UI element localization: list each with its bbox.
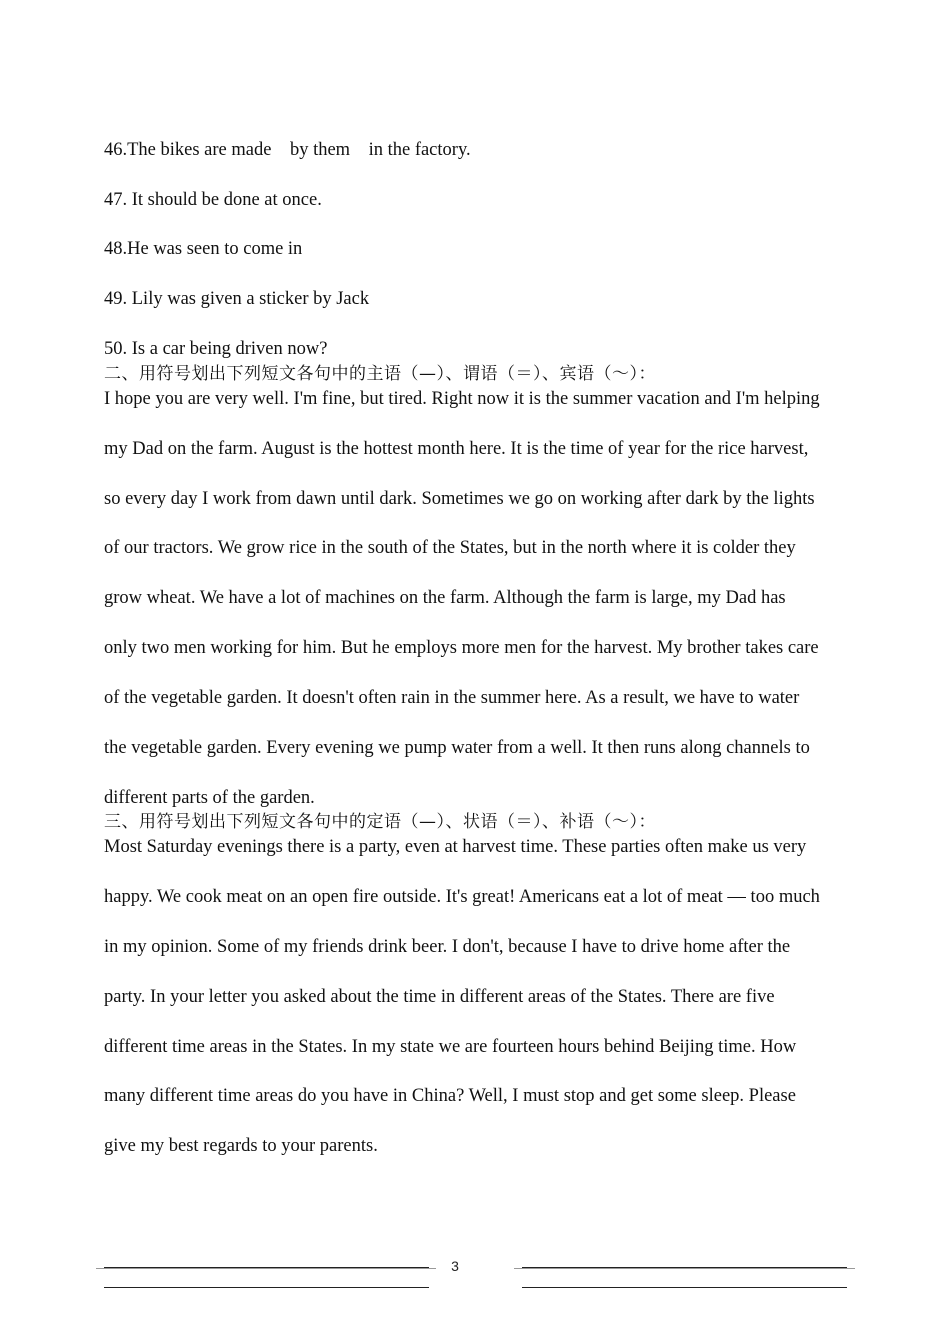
section-3-line-6: many different time areas do you have in China? Well, I must stop and get some sleep. Please — [104, 1086, 796, 1106]
section-2-line-1: I hope you are very well. I'm fine, but tired. Right now it is the summer vacation and I'm helping — [104, 389, 820, 409]
question-49: 49. Lily was given a sticker by Jack — [104, 289, 370, 309]
section-2-line-8: the vegetable garden. Every evening we pump water from a well. It then runs along channels to — [104, 738, 810, 758]
question-48: 48.He was seen to come in — [104, 239, 303, 259]
section-2-line-3: so every day I work from dawn until dark. Sometimes we go on working after dark by the lights — [104, 489, 815, 509]
question-46: 46.The bikes are made by them in the factory. — [104, 140, 471, 160]
footer-rule-left-lower — [104, 1287, 429, 1288]
section-2-line-6: only two men working for him. But he employs more men for the harvest. My brother takes care — [104, 638, 819, 658]
page-number: 3 — [451, 1258, 459, 1274]
section-2-line-4: of our tractors. We grow rice in the south of the States, but in the north where it is colder they — [104, 538, 796, 558]
footer-rule-right-upper — [514, 1268, 855, 1269]
section-3-line-5: different time areas in the States. In my state we are fourteen hours behind Beijing time. How — [104, 1037, 797, 1057]
question-50: 50. Is a car being driven now? — [104, 339, 328, 359]
footer-rule-left-bold — [104, 1267, 429, 1268]
section-2-heading: 二、用符号划出下列短文各句中的主语（—）、谓语（＝）、宾语（～）： — [104, 364, 656, 384]
section-2-line-5: grow wheat. We have a lot of machines on the farm. Although the farm is large, my Dad has — [104, 588, 786, 608]
section-3-heading: 三、用符号划出下列短文各句中的定语（—）、状语（＝）、补语（～）： — [104, 812, 656, 832]
footer-rule-right-lower — [522, 1287, 847, 1288]
footer-rule-left-upper — [96, 1268, 436, 1269]
section-3-line-4: party. In your letter you asked about the time in different areas of the States. There are five — [104, 987, 775, 1007]
section-3-line-3: in my opinion. Some of my friends drink beer. I don't, because I have to drive home after the — [104, 937, 791, 957]
section-2-line-9: different parts of the garden. — [104, 788, 315, 808]
section-2-line-7: of the vegetable garden. It doesn't often rain in the summer here. As a result, we have to water — [104, 688, 800, 708]
section-3-line-2: happy. We cook meat on an open fire outside. It's great! Americans eat a lot of meat — too much — [104, 887, 820, 907]
question-47: 47. It should be done at once. — [104, 190, 322, 210]
section-3-line-7: give my best regards to your parents. — [104, 1136, 378, 1156]
section-3-line-1: Most Saturday evenings there is a party, even at harvest time. These parties often make us very — [104, 837, 807, 857]
section-2-line-2: my Dad on the farm. August is the hottest month here. It is the time of year for the rice harvest, — [104, 439, 809, 459]
footer-rule-right-bold — [522, 1267, 847, 1268]
